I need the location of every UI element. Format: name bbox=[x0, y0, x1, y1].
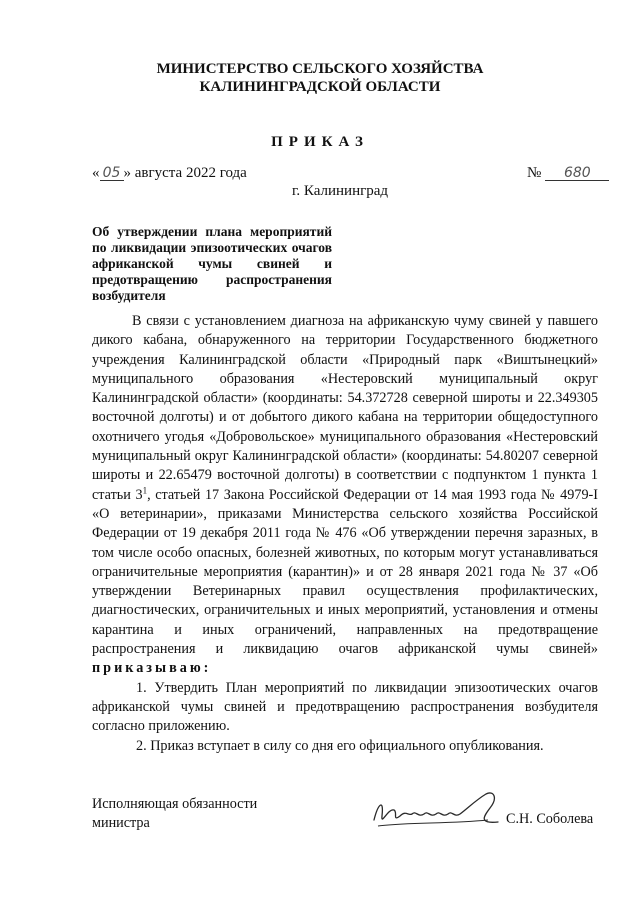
signer-position-line-2: министра bbox=[92, 815, 150, 831]
ministry-line-2: КАЛИНИНГРАДСКОЙ ОБЛАСТИ bbox=[199, 79, 441, 95]
ministry-line-1: МИНИСТЕРСТВО СЕЛЬСКОГО ХОЗЯЙСТВА bbox=[156, 61, 484, 77]
order-date bbox=[92, 164, 247, 182]
document-type: ПРИКАЗ bbox=[271, 134, 369, 150]
article-superscript: 1 bbox=[142, 484, 148, 495]
number-handwritten: 680 bbox=[545, 167, 609, 181]
handwritten-signature bbox=[368, 786, 508, 836]
signer-position bbox=[92, 795, 257, 833]
signer-name: С.Н. Соболева bbox=[506, 811, 594, 827]
number-sign: № bbox=[527, 165, 542, 181]
preamble-part-2: , статьей 17 Закона Российской Федерации от 14 мая 1993 года № 4979-I «О ветеринарии», приказами Министерства сельского хозяйства Российской Федерации от 19 декабря 2011 года № 476 «Об утверждении перечня заразных, в том числе особо опасных, болезней животных, по которым могут устанавливаться ограничительные мероприятия (карантин)» и от 28 января 2021 года № 37 «Об утверждении Ветеринарных правил осуществления профилактических, диагностических, ограничительных и иных мероприятий, установления и отмены карантина и иных ограничений, направленных на предотвращение распространения и ликвидацию очагов африканской чумы свиней» bbox=[92, 486, 598, 658]
order-word: приказываю: bbox=[92, 660, 212, 677]
item-2-paragraph: 2. Приказ вступает в силу со дня его официального опубликования. bbox=[136, 737, 544, 754]
date-day-handwritten: 05 bbox=[100, 167, 124, 181]
order-subject: Об утверждении плана мероприятий по ликвидации эпизоотических очагов африканской чумы свиней и предотвращению распространения возбудителя bbox=[92, 224, 332, 303]
signer-position-line-1: Исполняющая обязанности bbox=[92, 796, 258, 812]
date-open-quote: « bbox=[92, 165, 100, 181]
ministry-heading bbox=[0, 60, 640, 96]
date-rest: » августа 2022 года bbox=[123, 165, 247, 181]
order-number bbox=[527, 164, 609, 182]
preamble-paragraph bbox=[92, 312, 598, 679]
item-1-paragraph: 1. Утвердить План мероприятий по ликвидации эпизоотических очагов африканской чумы свиней и предотвращению распространения возбудителя согласно приложению. bbox=[92, 679, 598, 735]
order-body bbox=[92, 312, 598, 756]
city: г. Калининград bbox=[291, 183, 389, 199]
preamble-part-1: В связи с установлением диагноза на африканскую чуму свиней у павшего дикого кабана, обнаруженного на территории Государственного бюджетного учреждения Калининградской области «Природный парк «Виштынецкий» муниципального образования «Нестеровский муниципальный округ Калининградской области» (координаты: 54.372728 северной широты и 22.349305 восточной долготы) и от добытого дикого кабана на территории общедоступного охотничего угодья «Добровольское» муниципального образования «Нестеровский муниципальный округ Калининградской области» (координаты: 54.80207 северной широты и 22.65479 восточной долготы) в соответствии с подпунктом 1 пункта 1 статьи 3 bbox=[92, 313, 598, 503]
